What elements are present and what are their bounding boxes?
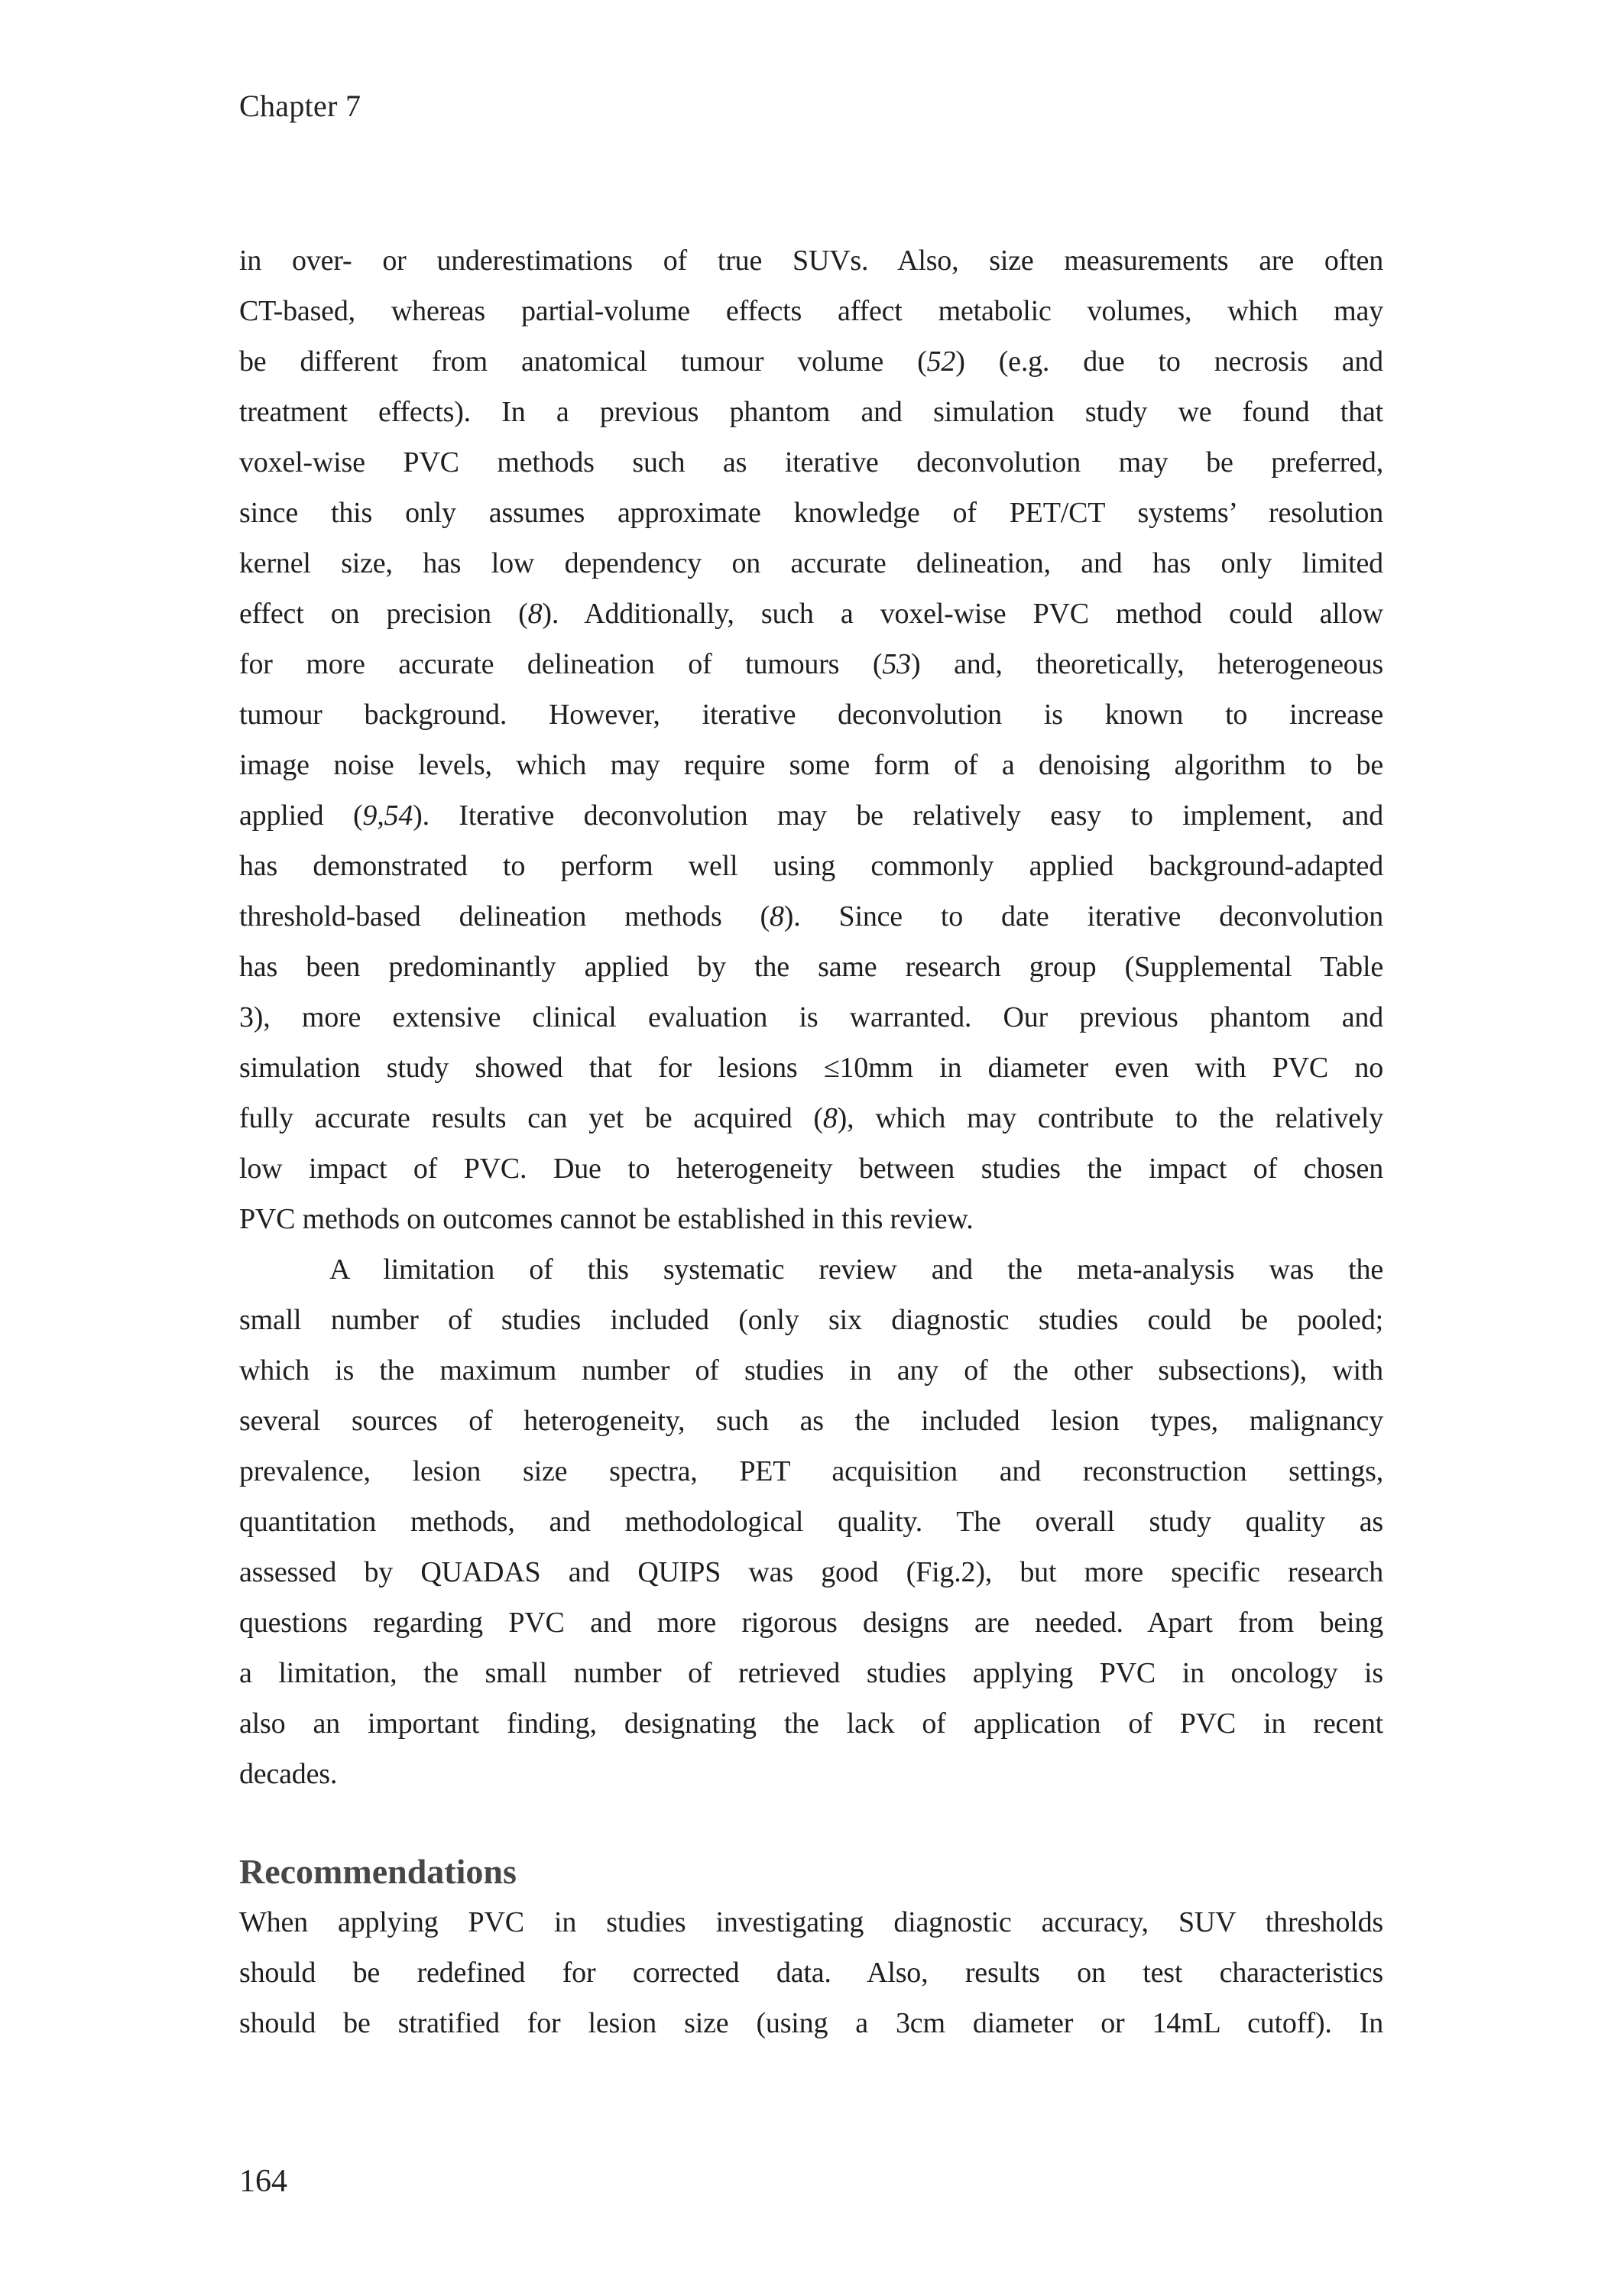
text-line: a limitation, the small number of retrieved studies applying PVC in oncology is xyxy=(239,1657,1383,1689)
text-line: applied (9,54). Iterative deconvolution may be relatively easy to implement, and xyxy=(239,799,1384,832)
text-line: should be redefined for corrected data. Also, results on test characteristics xyxy=(239,1957,1383,1989)
text-line: CT-based, whereas partial-volume effects affect metabolic volumes, which may xyxy=(239,295,1383,327)
text-line: 3), more extensive clinical evaluation is warranted. Our previous phantom and xyxy=(239,1001,1383,1033)
citation-reference: 8 xyxy=(769,900,784,932)
paragraph xyxy=(239,1897,1383,2048)
text-line: image noise levels, which may require some form of a denoising algorithm to be xyxy=(239,749,1383,781)
text-line: PVC methods on outcomes cannot be established in this review. xyxy=(239,1203,974,1235)
text-line: has been predominantly applied by the same research group (Supplemental Table xyxy=(239,951,1383,983)
text-line: When applying PVC in studies investigating diagnostic accuracy, SUV thresholds xyxy=(239,1906,1383,1938)
text-line: quantitation methods, and methodological quality. The overall study quality as xyxy=(239,1506,1383,1538)
text-line: assessed by QUADAS and QUIPS was good (Fig.2), but more specific research xyxy=(239,1556,1383,1588)
text-line: for more accurate delineation of tumours (53) and, theoretically, heterogeneous xyxy=(239,648,1383,680)
text-line: since this only assumes approximate knowledge of PET/CT systems’ resolution xyxy=(239,497,1383,529)
text-line: treatment effects). In a previous phantom and simulation study we found that xyxy=(239,396,1383,428)
chapter-header: Chapter 7 xyxy=(239,89,361,123)
text-line: tumour background. However, iterative deconvolution is known to increase xyxy=(239,699,1383,731)
text-line: low impact of PVC. Due to heterogeneity between studies the impact of chosen xyxy=(239,1153,1383,1185)
text-line: voxel-wise PVC methods such as iterative deconvolution may be preferred, xyxy=(239,446,1383,478)
text-line: should be stratified for lesion size (using a 3cm diameter or 14mL cutoff). In xyxy=(239,2007,1383,2039)
paragraph xyxy=(239,235,1383,1244)
text-line: several sources of heterogeneity, such as the included lesion types, malignancy xyxy=(239,1405,1383,1437)
text-line: kernel size, has low dependency on accurate delineation, and has only limited xyxy=(239,547,1383,579)
section-heading: Recommendations xyxy=(239,1852,517,1891)
citation-reference: 8 xyxy=(527,598,543,630)
text-line: A limitation of this systematic review and the meta-analysis was the xyxy=(329,1254,1383,1286)
text-line: effect on precision (8). Additionally, such a voxel-wise PVC method could allow xyxy=(239,598,1383,630)
text-line: questions regarding PVC and more rigorous designs are needed. Apart from being xyxy=(239,1607,1383,1639)
text-line: decades. xyxy=(239,1758,338,1790)
text-line: prevalence, lesion size spectra, PET acquisition and reconstruction settings, xyxy=(239,1455,1383,1487)
page-number: 164 xyxy=(239,2164,287,2199)
text-line: has demonstrated to perform well using commonly applied background-adapted xyxy=(239,850,1383,882)
text-line: which is the maximum number of studies in any of the other subsections), with xyxy=(239,1354,1383,1387)
text-line: also an important finding, designating the lack of application of PVC in recent xyxy=(239,1708,1383,1740)
text-line: simulation study showed that for lesions ≤10mm in diameter even with PVC no xyxy=(239,1052,1383,1084)
text-line: small number of studies included (only six diagnostic studies could be pooled; xyxy=(239,1304,1383,1336)
citation-reference: 53 xyxy=(882,648,911,680)
text-line: fully accurate results can yet be acquired (8), which may contribute to the relatively xyxy=(239,1102,1383,1134)
text-block xyxy=(239,235,1383,2048)
paragraph xyxy=(239,1244,1383,1799)
citation-reference: 8 xyxy=(822,1102,838,1134)
citation-reference: 9,54 xyxy=(362,799,413,832)
citation-reference: 52 xyxy=(926,345,956,378)
text-line: threshold-based delineation methods (8). Since to date iterative deconvolution xyxy=(239,900,1383,932)
text-line: be different from anatomical tumour volume (52) (e.g. due to necrosis and xyxy=(239,345,1383,378)
text-line: in over- or underestimations of true SUVs. Also, size measurements are often xyxy=(239,245,1383,277)
